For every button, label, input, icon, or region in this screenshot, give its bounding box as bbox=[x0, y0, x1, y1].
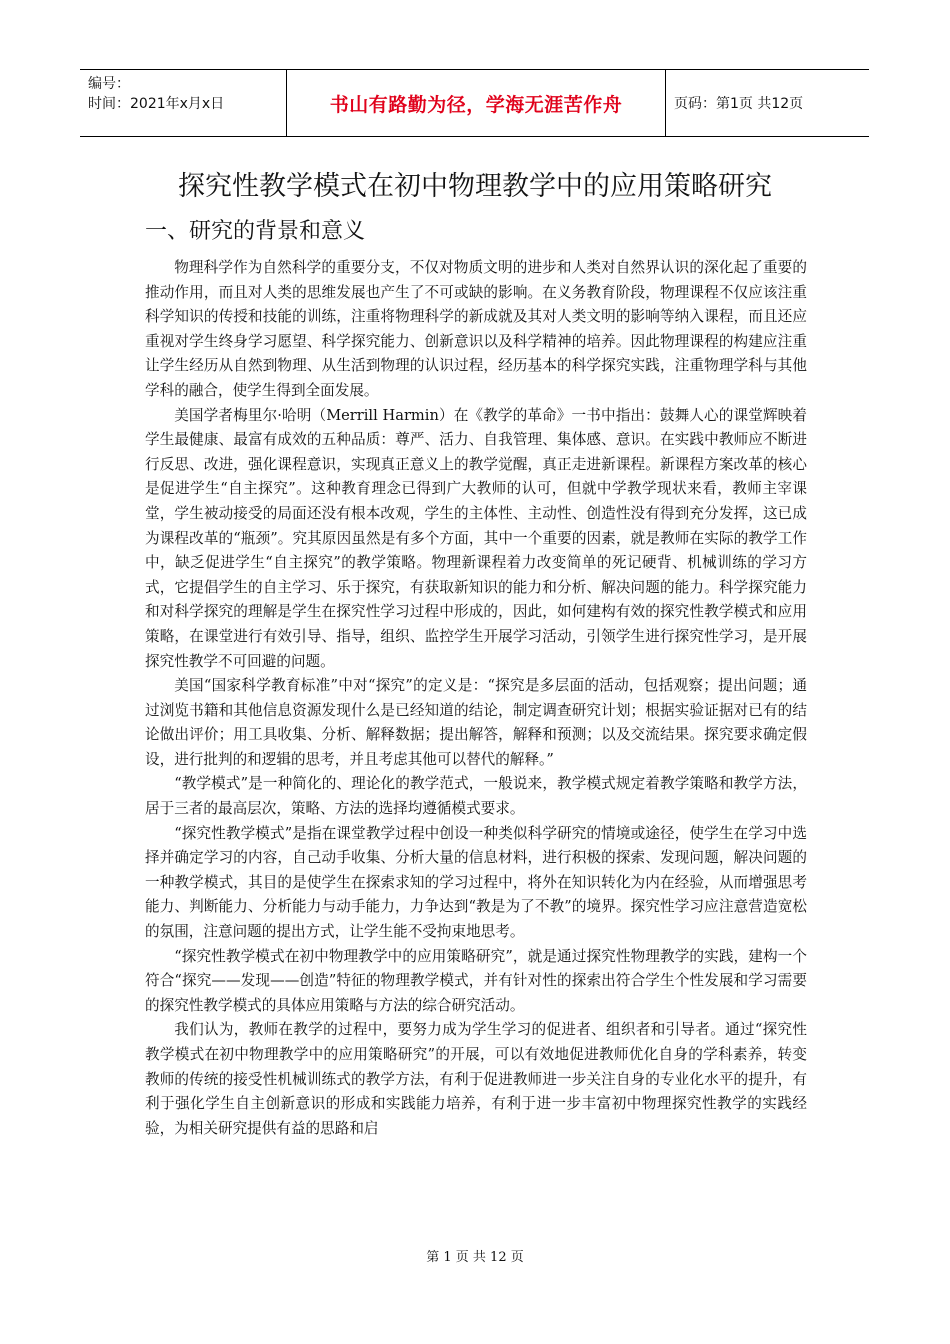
document-header bbox=[80, 69, 869, 137]
section-heading: 一、研究的背景和意义 bbox=[145, 219, 366, 244]
paragraph: 美国学者梅里尔·哈明（Merrill Harmin）在《教学的革命》一书中指出：鼓舞人心的课堂辉映着学生最健康、最富有成效的五种品质：尊严、活力、自我管理、集体感、意识。在实践中教师应不断进行反思、改进，强化课程意识，实现真正意义上的教学觉醒，真正走进新课程。新课程方案改革的核心是促进学生“自主探究”。这种教育理念已得到广大教师的认可，但就中学教学现状来看，教师主宰课堂，学生被动接受的局面还没有根本改观，学生的主体性、主动性、创造性没有得到充分发挥，这已成为课程改革的“瓶颈”。究其原因虽然是有多个方面，其中一个重要的因素，就是教师在实际的教学工作中，缺乏促进学生“自主探究”的教学策略。物理新课程着力改变简单的死记硬背、机械训练的学习方式，它提倡学生的自主学习、乐于探究，有获取新知识的能力和分析、解决问题的能力。科学探究能力和对科学探究的理解是学生在探究性学习过程中形成的，因此，如何建构有效的探究性教学模式和应用策略，在课堂进行有效引导、指导，组织、监控学生开展学习活动，引领学生进行探究性学习，是开展探究性教学不可回避的问题。 bbox=[145, 406, 807, 670]
paragraph: 美国“国家科学教育标准”中对“探究”的定义是：“探究是多层面的活动，包括观察；提出问题；通过浏览书籍和其他信息资源发现什么是已经知道的结论，制定调查研究计划；根据实验证据对已有的结论做出评价；用工具收集、分析、解释数据；提出解答，解释和预测；以及交流结果。探究要求确定假设，进行批判的和逻辑的思考，并且考虑其他可以替代的解释。” bbox=[145, 677, 807, 768]
number-label: 编号： bbox=[88, 76, 130, 92]
paragraph: 物理科学作为自然科学的重要分支，不仅对物质文明的进步和人类对自然界认识的深化起了重要的推动作用，而且对人类的思维发展也产生了不可或缺的影响。在义务教育阶段，物理课程不仅应该注重科学知识的传授和技能的训练，注重将物理科学的新成就及其对人类文明的影响等纳入课程，而且还应重视对学生终身学习愿望、科学探究能力、创新意识以及科学精神的培养。因此物理课程的构建应注重让学生经历从自然到物理、从生活到物理的认识过程，经历基本的科学探究实践，注重物理学科与其他学科的融合，使学生得到全面发展。 bbox=[145, 259, 807, 399]
header-meta bbox=[80, 70, 287, 136]
paragraph: 我们认为，教师在教学的过程中，要努力成为学生学习的促进者、组织者和引导者。通过“探究性教学模式在初中物理教学中的应用策略研究”的开展，可以有效地促进教师优化自身的学科素养，转变教师的传统的接受性机械训练式的教学方法，有利于促进教师进一步关注自身的专业化水平的提升，有利于强化学生自主创新意识的形成和实践能力培养，有利于进一步丰富初中物理探究性教学的实践经验，为相关研究提供有益的思路和启 bbox=[145, 1021, 807, 1137]
document-title: 探究性教学模式在初中物理教学中的应用策略研究 bbox=[178, 171, 772, 202]
paragraph: “探究性教学模式在初中物理教学中的应用策略研究”，就是通过探究性物理教学的实践，建构一个符合“探究——发现——创造”特征的物理教学模式，并有针对性的探索出符合学生个性发展和学习需要的探究性教学模式的具体应用策略与方法的综合研究活动。 bbox=[145, 947, 807, 1014]
page-footer: 第 1 页 共 12 页 bbox=[426, 1250, 524, 1265]
paragraph: “教学模式”是一种简化的、理论化的教学范式，一般说来，教学模式规定着教学策略和教学方法，居于三者的最高层次，策略、方法的选择均遵循模式要求。 bbox=[145, 775, 807, 818]
paragraph: “探究性教学模式”是指在课堂教学过程中创设一种类似科学研究的情境或途径，使学生在学习中选择并确定学习的内容，自己动手收集、分析大量的信息材料，进行积极的探索、发现问题，解决问题的一种教学模式，其目的是使学生在探索求知的学习过程中，将外在知识转化为内在经验，从而增强思考能力、判断能力、分析能力与动手能力，力争达到“教是为了不教”的境界。探究性学习应注意营造宽松的氛围，注意问题的提出方式，让学生能不受拘束地思考。 bbox=[145, 824, 807, 941]
document-body bbox=[145, 256, 807, 1141]
header-motto: 书山有路勤为径，学海无涯苦作舟 bbox=[287, 70, 666, 136]
header-page-info: 页码：第1页 共12页 bbox=[674, 96, 804, 112]
date-label: 时间：2021年x月x日 bbox=[88, 96, 225, 112]
